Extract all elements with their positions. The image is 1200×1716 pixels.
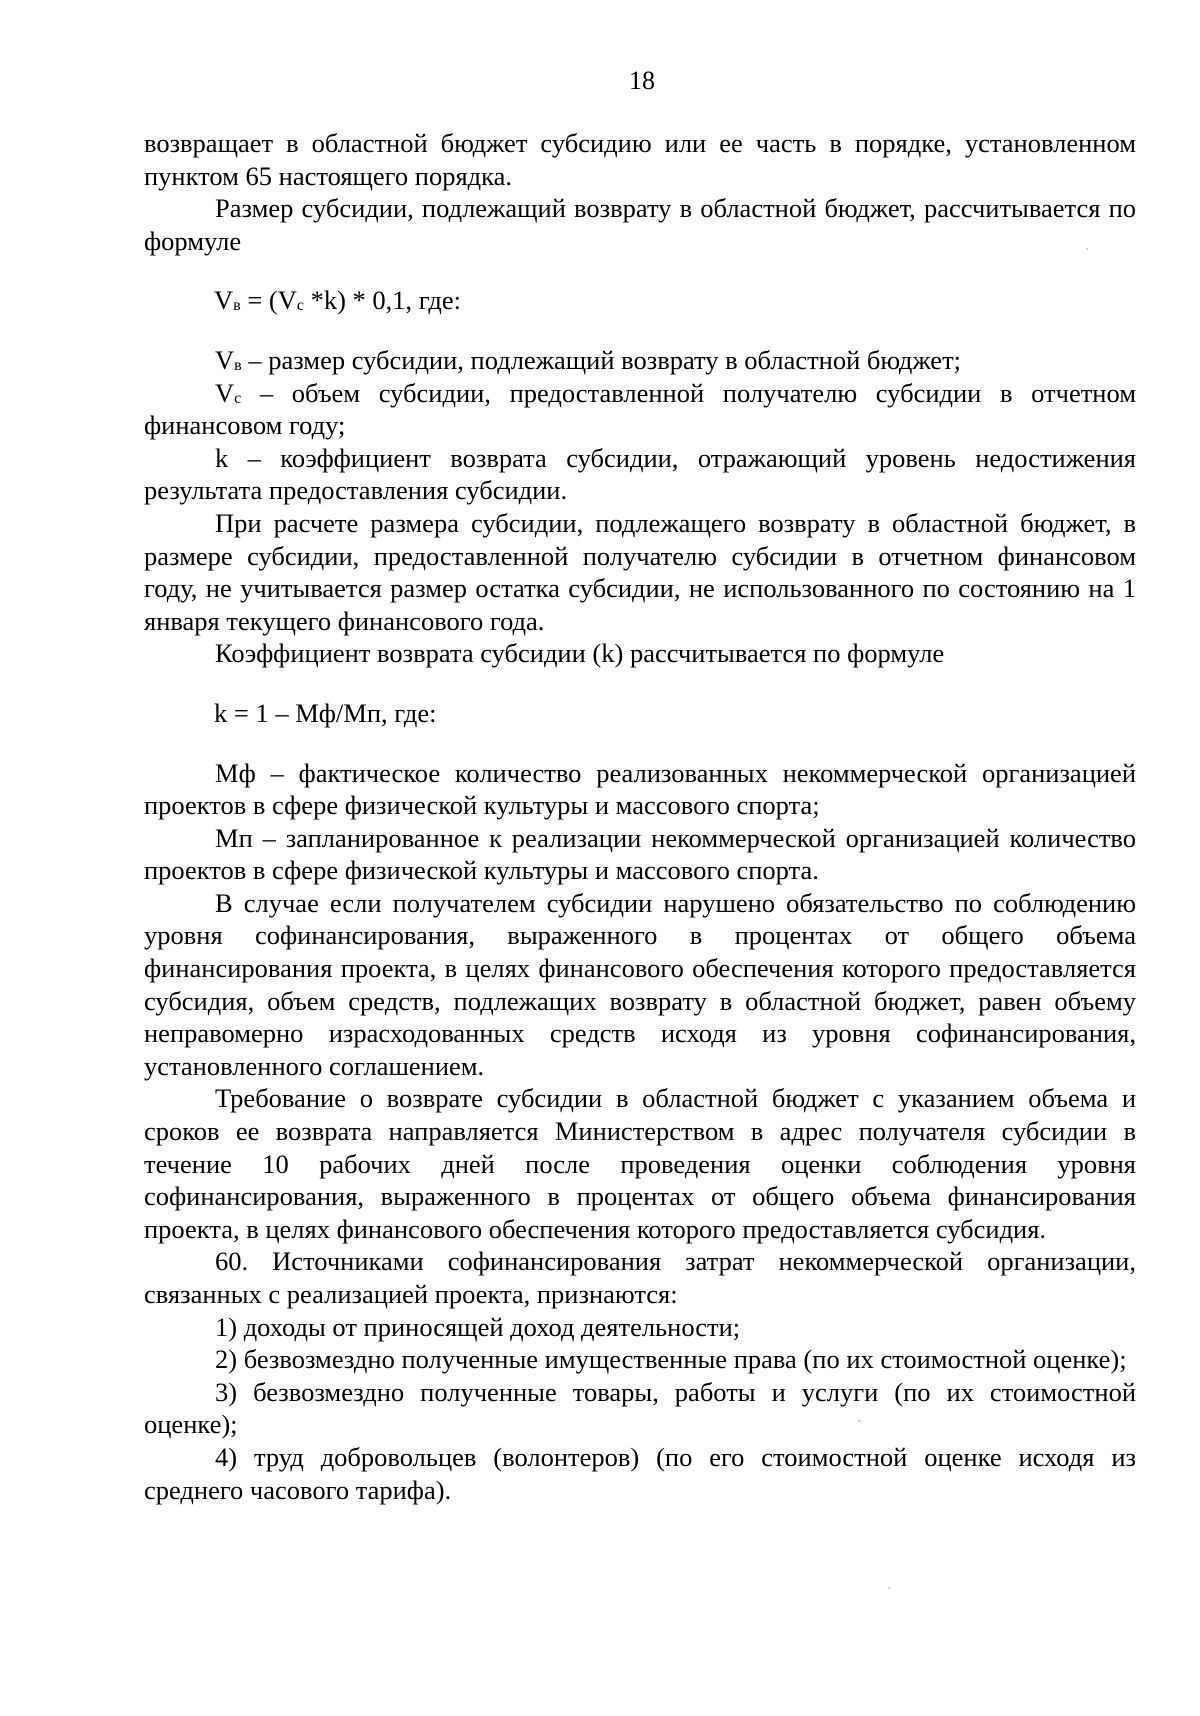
list-item: 2) безвозмездно полученные имущественные права (по их стоимостной оценке); bbox=[215, 1344, 1127, 1375]
paragraph: При расчете размера субсидии, подлежащего возврату в областной бюджет, в размере субсидии, предоставленной получателю субсидии в отчетном финансовом году, не учитывается размер остатка субсидии, не использованного по состоянию на 1 января текущего финансового года. bbox=[144, 507, 1136, 636]
list-item: 3) безвозмездно полученные товары, работы и услуги (по их стоимостной оценке); bbox=[144, 1376, 1136, 1440]
paragraph: 60. Источниками софинансирования затрат некоммерческой организации, связанных с реализацией проекта, признаются: bbox=[144, 1246, 1136, 1309]
list-item: 4) труд добровольцев (волонтеров) (по его стоимостной оценке исходя из среднего часового тарифа). bbox=[144, 1441, 1136, 1505]
page-number: 18 bbox=[629, 66, 655, 95]
formula-refund-amount: $V_в = (V_с$ *k) * 0,1, где: bbox=[214, 285, 461, 316]
formula-refund-coefficient: k = 1 – Мф/Мп, где: bbox=[214, 697, 437, 728]
definition-item: $V_с$ – объем субсидии, предоставленной получателю субсидии в отчетном финансовом году; bbox=[144, 377, 1136, 441]
document-body bbox=[144, 127, 1136, 1506]
paragraph: возвращает в областной бюджет субсидию или ее часть в порядке, установленном пунктом 65 настоящего порядка. bbox=[144, 128, 1136, 191]
paragraph: Коэффициент возврата субсидии (k) рассчитывается по формуле bbox=[215, 638, 945, 669]
list-item: 1) доходы от приносящей доход деятельности; bbox=[215, 1311, 741, 1342]
definition-item: Мф – фактическое количество реализованных некоммерческой организацией проектов в сфере физической культуры и массового спорта; bbox=[144, 757, 1136, 821]
scan-speck bbox=[858, 1420, 861, 1422]
paragraph: Размер субсидии, подлежащий возврату в областной бюджет, рассчитывается по формуле bbox=[144, 193, 1136, 256]
paragraph: В случае если получателем субсидии нарушено обязательство по соблюдению уровня софинансирования, выраженного в процентах от общего объема финансирования проекта, в целях финансового обеспечения которого предоставляется субсидия, объем средств, подлежащих возврату в областной бюджет, равен объему неправомерно израсходованных средств исходя из уровня софинансирования, установленного соглашением. bbox=[144, 887, 1136, 1081]
scan-speck bbox=[888, 1587, 890, 1589]
definition-item: $V_в$ – размер субсидии, подлежащий возврату в областной бюджет; bbox=[215, 344, 962, 375]
definition-item: k – коэффициент возврата субсидии, отражающий уровень недостижения результата предоставления субсидии. bbox=[144, 442, 1136, 506]
scan-speck bbox=[1086, 248, 1088, 250]
paragraph: Требование о возврате субсидии в областной бюджет с указанием объема и сроков ее возврата направляется Министерством в адрес получателя субсидии в течение 10 рабочих дней после проведения оценки соблюдения уровня софинансирования, выраженного в процентах от общего объема финансирования проекта, в целях финансового обеспечения которого предоставляется субсидия. bbox=[144, 1083, 1136, 1244]
definition-item: Мп – запланированное к реализации некоммерческой организацией количество проектов в сфере физической культуры и массового спорта. bbox=[144, 822, 1136, 886]
